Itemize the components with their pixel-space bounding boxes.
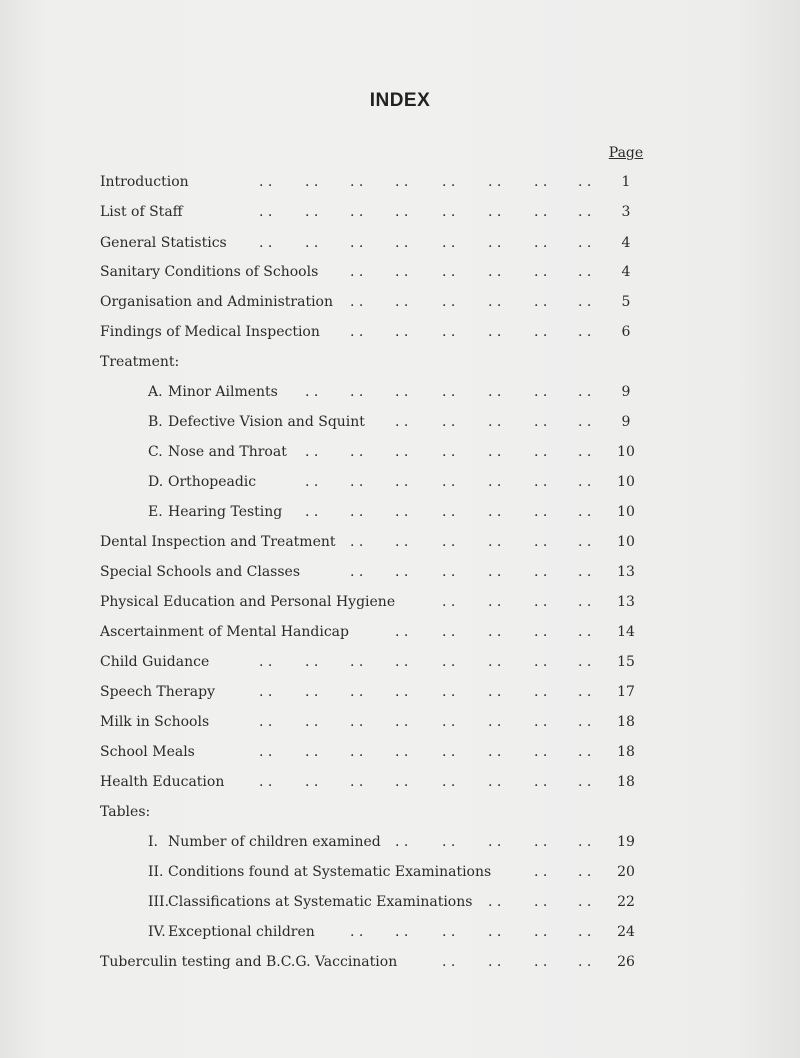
leader-dots: . . xyxy=(488,384,502,400)
leader-dots: . . xyxy=(534,504,548,520)
toc-entry xyxy=(0,352,800,372)
toc-entry-label xyxy=(100,682,215,702)
leader-dots: . . xyxy=(395,204,409,220)
leader-dots: . . xyxy=(350,924,364,940)
leader-dots: . . xyxy=(578,444,592,460)
leader-dots: . . xyxy=(488,235,502,251)
leader-dots: . . xyxy=(305,444,319,460)
leader-dots: . . xyxy=(534,174,548,190)
toc-entry-text: List of Staff xyxy=(100,204,183,220)
toc-entry-prefix: III. xyxy=(148,894,170,910)
leader-dots: . . xyxy=(534,834,548,850)
leader-dots: . . xyxy=(350,384,364,400)
leader-dots: . . xyxy=(488,534,502,550)
toc-entry-label xyxy=(148,862,491,882)
leader-dots: . . xyxy=(578,534,592,550)
toc-entry-page-number: 18 xyxy=(617,774,635,790)
leader-dots: . . xyxy=(534,594,548,610)
toc-entry xyxy=(0,233,800,253)
leader-dots: . . xyxy=(488,684,502,700)
leader-dots: . . xyxy=(534,624,548,640)
toc-entry xyxy=(0,682,800,702)
toc-entry-text: Classifications at Systematic Examinations xyxy=(168,894,473,910)
leader-dots: . . xyxy=(488,264,502,280)
leader-dots: . . xyxy=(350,324,364,340)
toc-entry-text: Ascertainment of Mental Handicap xyxy=(100,624,349,640)
leader-dots: . . xyxy=(350,444,364,460)
leader-dots: . . xyxy=(442,504,456,520)
leader-dots: . . xyxy=(350,264,364,280)
toc-entry-page-number: 24 xyxy=(617,924,635,940)
toc-entry-page-number: 18 xyxy=(617,744,635,760)
toc-entry-label xyxy=(100,352,179,372)
leader-dots: . . xyxy=(488,594,502,610)
toc-entry xyxy=(0,262,800,282)
leader-dots: . . xyxy=(395,294,409,310)
leader-dots: . . xyxy=(534,714,548,730)
toc-entry-page-number: 1 xyxy=(621,174,631,190)
toc-entry xyxy=(0,592,800,612)
toc-entry-page-number: 14 xyxy=(617,624,635,640)
leader-dots: . . xyxy=(305,235,319,251)
toc-entry xyxy=(0,292,800,312)
leader-dots: . . xyxy=(350,774,364,790)
toc-entry-text: Introduction xyxy=(100,174,189,190)
toc-entry-label xyxy=(100,562,300,582)
toc-entry-label xyxy=(148,382,278,402)
leader-dots: . . xyxy=(534,954,548,970)
toc-entry-page-number: 5 xyxy=(621,294,631,310)
leader-dots: . . xyxy=(578,834,592,850)
toc-entry-page-number: 26 xyxy=(617,954,635,970)
toc-entry xyxy=(0,472,800,492)
leader-dots: . . xyxy=(488,174,502,190)
toc-entry-page-number: 18 xyxy=(617,714,635,730)
leader-dots: . . xyxy=(350,744,364,760)
toc-entry xyxy=(0,442,800,462)
leader-dots: . . xyxy=(578,684,592,700)
leader-dots: . . xyxy=(395,684,409,700)
leader-dots: . . xyxy=(442,204,456,220)
leader-dots: . . xyxy=(488,624,502,640)
leader-dots: . . xyxy=(395,414,409,430)
toc-entry-page-number: 6 xyxy=(621,324,631,340)
leader-dots: . . xyxy=(395,384,409,400)
leader-dots: . . xyxy=(488,954,502,970)
toc-entry-label xyxy=(100,322,320,342)
toc-entry-label xyxy=(148,922,315,942)
toc-entry xyxy=(0,172,800,192)
leader-dots: . . xyxy=(395,444,409,460)
leader-dots: . . xyxy=(442,444,456,460)
leader-dots: . . xyxy=(534,744,548,760)
leader-dots: . . xyxy=(305,174,319,190)
leader-dots: . . xyxy=(534,864,548,880)
toc-entry xyxy=(0,562,800,582)
leader-dots: . . xyxy=(534,684,548,700)
leader-dots: . . xyxy=(578,564,592,580)
toc-entry-text: Conditions found at Systematic Examinations xyxy=(168,864,492,880)
leader-dots: . . xyxy=(442,684,456,700)
leader-dots: . . xyxy=(488,504,502,520)
toc-entry xyxy=(0,892,800,912)
leader-dots: . . xyxy=(578,864,592,880)
leader-dots: . . xyxy=(350,474,364,490)
toc-entry xyxy=(0,412,800,432)
leader-dots: . . xyxy=(395,324,409,340)
leader-dots: . . xyxy=(350,684,364,700)
leader-dots: . . xyxy=(534,324,548,340)
leader-dots: . . xyxy=(578,204,592,220)
leader-dots: . . xyxy=(442,174,456,190)
leader-dots: . . xyxy=(534,294,548,310)
leader-dots: . . xyxy=(259,744,273,760)
toc-entry-label xyxy=(148,472,256,492)
leader-dots: . . xyxy=(395,924,409,940)
leader-dots: . . xyxy=(305,744,319,760)
leader-dots: . . xyxy=(578,654,592,670)
leader-dots: . . xyxy=(350,654,364,670)
leader-dots: . . xyxy=(395,624,409,640)
leader-dots: . . xyxy=(488,894,502,910)
toc-entry-text: Special Schools and Classes xyxy=(100,564,300,580)
toc-entry-text: Number of children examined xyxy=(168,834,381,850)
leader-dots: . . xyxy=(488,564,502,580)
toc-entry xyxy=(0,772,800,792)
leader-dots: . . xyxy=(442,774,456,790)
toc-entry-text: General Statistics xyxy=(100,235,227,251)
leader-dots: . . xyxy=(395,564,409,580)
leader-dots: . . xyxy=(442,534,456,550)
leader-dots: . . xyxy=(578,744,592,760)
leader-dots: . . xyxy=(488,834,502,850)
leader-dots: . . xyxy=(578,384,592,400)
leader-dots: . . xyxy=(259,654,273,670)
leader-dots: . . xyxy=(442,954,456,970)
toc-entry-label xyxy=(100,772,224,792)
leader-dots: . . xyxy=(442,834,456,850)
toc-entry-text: Tables: xyxy=(100,804,151,820)
leader-dots: . . xyxy=(305,714,319,730)
toc-entry-text: Health Education xyxy=(100,774,225,790)
leader-dots: . . xyxy=(534,534,548,550)
leader-dots: . . xyxy=(442,594,456,610)
leader-dots: . . xyxy=(488,294,502,310)
leader-dots: . . xyxy=(578,894,592,910)
toc-entry-label xyxy=(148,442,287,462)
toc-entry-page-number: 10 xyxy=(617,534,635,550)
leader-dots: . . xyxy=(488,654,502,670)
leader-dots: . . xyxy=(395,174,409,190)
leader-dots: . . xyxy=(534,924,548,940)
leader-dots: . . xyxy=(578,324,592,340)
toc-entry-text: Treatment: xyxy=(100,354,180,370)
leader-dots: . . xyxy=(442,294,456,310)
toc-entry-text: Findings of Medical Inspection xyxy=(100,324,320,340)
leader-dots: . . xyxy=(488,924,502,940)
toc-entry-label xyxy=(100,292,333,312)
toc-entry-text: Sanitary Conditions of Schools xyxy=(100,264,319,280)
toc-entry-prefix: II. xyxy=(148,864,164,880)
leader-dots: . . xyxy=(442,414,456,430)
toc-entry-page-number: 9 xyxy=(621,384,631,400)
toc-entry-prefix: IV. xyxy=(148,924,166,940)
toc-entry-text: Defective Vision and Squint xyxy=(168,414,365,430)
leader-dots: . . xyxy=(395,474,409,490)
toc-entry-page-number: 3 xyxy=(621,204,631,220)
leader-dots: . . xyxy=(534,235,548,251)
leader-dots: . . xyxy=(534,444,548,460)
toc-entry-prefix: E. xyxy=(148,504,163,520)
toc-entry-page-number: 4 xyxy=(621,235,631,251)
leader-dots: . . xyxy=(534,414,548,430)
toc-entry-page-number: 9 xyxy=(621,414,631,430)
leader-dots: . . xyxy=(578,235,592,251)
leader-dots: . . xyxy=(395,744,409,760)
leader-dots: . . xyxy=(442,564,456,580)
toc-entry xyxy=(0,652,800,672)
toc-entry-text: Milk in Schools xyxy=(100,714,210,730)
toc-entry xyxy=(0,502,800,522)
leader-dots: . . xyxy=(488,774,502,790)
toc-entry-prefix: I. xyxy=(148,834,158,850)
leader-dots: . . xyxy=(534,474,548,490)
leader-dots: . . xyxy=(442,474,456,490)
leader-dots: . . xyxy=(534,564,548,580)
leader-dots: . . xyxy=(395,654,409,670)
toc-entry xyxy=(0,712,800,732)
toc-entry-label xyxy=(100,592,395,612)
leader-dots: . . xyxy=(578,624,592,640)
leader-dots: . . xyxy=(395,714,409,730)
toc-entry-text: Minor Ailments xyxy=(168,384,278,400)
leader-dots: . . xyxy=(534,264,548,280)
leader-dots: . . xyxy=(395,774,409,790)
toc-entry-label xyxy=(100,532,336,552)
leader-dots: . . xyxy=(305,774,319,790)
leader-dots: . . xyxy=(578,474,592,490)
toc-entry-label xyxy=(100,202,183,222)
leader-dots: . . xyxy=(534,654,548,670)
toc-entry xyxy=(0,832,800,852)
leader-dots: . . xyxy=(578,924,592,940)
toc-entry-page-number: 15 xyxy=(617,654,635,670)
toc-entry-text: Organisation and Administration xyxy=(100,294,333,310)
leader-dots: . . xyxy=(350,504,364,520)
toc-entry-page-number: 13 xyxy=(617,594,635,610)
leader-dots: . . xyxy=(350,294,364,310)
toc-entry xyxy=(0,952,800,972)
leader-dots: . . xyxy=(395,504,409,520)
leader-dots: . . xyxy=(442,924,456,940)
leader-dots: . . xyxy=(488,744,502,760)
toc-entry-page-number: 17 xyxy=(617,684,635,700)
toc-entry-prefix: C. xyxy=(148,444,163,460)
leader-dots: . . xyxy=(350,534,364,550)
toc-entry-label xyxy=(100,233,227,253)
toc-entry-label xyxy=(100,712,209,732)
toc-entry-label xyxy=(148,412,365,432)
leader-dots: . . xyxy=(442,714,456,730)
leader-dots: . . xyxy=(488,414,502,430)
leader-dots: . . xyxy=(578,774,592,790)
leader-dots: . . xyxy=(305,384,319,400)
leader-dots: . . xyxy=(259,774,273,790)
toc-entry-text: Child Guidance xyxy=(100,654,210,670)
leader-dots: . . xyxy=(442,235,456,251)
leader-dots: . . xyxy=(442,324,456,340)
leader-dots: . . xyxy=(534,894,548,910)
toc-entry-page-number: 10 xyxy=(617,504,635,520)
toc-entry-text: Dental Inspection and Treatment xyxy=(100,534,336,550)
leader-dots: . . xyxy=(534,204,548,220)
leader-dots: . . xyxy=(488,204,502,220)
toc-entry-page-number: 4 xyxy=(621,264,631,280)
leader-dots: . . xyxy=(259,714,273,730)
leader-dots: . . xyxy=(305,474,319,490)
leader-dots: . . xyxy=(395,834,409,850)
leader-dots: . . xyxy=(578,504,592,520)
toc-entry-text: Exceptional children xyxy=(168,924,315,940)
leader-dots: . . xyxy=(305,204,319,220)
toc-entry-page-number: 10 xyxy=(617,444,635,460)
toc-entry-label xyxy=(148,832,381,852)
leader-dots: . . xyxy=(259,174,273,190)
leader-dots: . . xyxy=(578,294,592,310)
leader-dots: . . xyxy=(395,264,409,280)
toc-entry-text: Speech Therapy xyxy=(100,684,215,700)
toc-entry-label xyxy=(100,952,397,972)
toc-entry-label xyxy=(100,802,150,822)
page-column-header: Page xyxy=(608,145,644,161)
toc-entry xyxy=(0,922,800,942)
leader-dots: . . xyxy=(488,474,502,490)
index-title: INDEX xyxy=(369,90,431,111)
toc-entry xyxy=(0,382,800,402)
leader-dots: . . xyxy=(442,264,456,280)
leader-dots: . . xyxy=(350,204,364,220)
leader-dots: . . xyxy=(442,384,456,400)
leader-dots: . . xyxy=(259,204,273,220)
leader-dots: . . xyxy=(488,714,502,730)
leader-dots: . . xyxy=(395,235,409,251)
leader-dots: . . xyxy=(534,774,548,790)
toc-entry xyxy=(0,322,800,342)
leader-dots: . . xyxy=(578,414,592,430)
toc-entry-label xyxy=(148,892,472,912)
leader-dots: . . xyxy=(578,594,592,610)
leader-dots: . . xyxy=(350,235,364,251)
toc-entry-text: Hearing Testing xyxy=(168,504,283,520)
leader-dots: . . xyxy=(395,534,409,550)
toc-entry-label xyxy=(100,742,195,762)
leader-dots: . . xyxy=(442,624,456,640)
toc-entry-page-number: 19 xyxy=(617,834,635,850)
leader-dots: . . xyxy=(578,954,592,970)
toc-entry xyxy=(0,802,800,822)
leader-dots: . . xyxy=(350,564,364,580)
toc-entry-label xyxy=(100,652,209,672)
toc-entry-text: Orthopeadic xyxy=(168,474,257,490)
toc-entry-page-number: 13 xyxy=(617,564,635,580)
leader-dots: . . xyxy=(442,744,456,760)
leader-dots: . . xyxy=(350,174,364,190)
leader-dots: . . xyxy=(305,654,319,670)
toc-entry-page-number: 22 xyxy=(617,894,635,910)
leader-dots: . . xyxy=(259,235,273,251)
toc-entry-page-number: 20 xyxy=(617,864,635,880)
toc-entry-text: Tuberculin testing and B.C.G. Vaccination xyxy=(100,954,398,970)
toc-entry xyxy=(0,202,800,222)
toc-entry-label xyxy=(100,622,349,642)
leader-dots: . . xyxy=(578,174,592,190)
leader-dots: . . xyxy=(305,504,319,520)
leader-dots: . . xyxy=(578,714,592,730)
toc-entry-label xyxy=(148,502,282,522)
toc-entry-prefix: A. xyxy=(148,384,163,400)
leader-dots: . . xyxy=(350,714,364,730)
leader-dots: . . xyxy=(305,684,319,700)
toc-entry xyxy=(0,742,800,762)
leader-dots: . . xyxy=(488,444,502,460)
leader-dots: . . xyxy=(534,384,548,400)
leader-dots: . . xyxy=(442,654,456,670)
leader-dots: . . xyxy=(259,684,273,700)
toc-entry-page-number: 10 xyxy=(617,474,635,490)
toc-entry-prefix: B. xyxy=(148,414,163,430)
toc-entry-text: Nose and Throat xyxy=(168,444,287,460)
leader-dots: . . xyxy=(488,324,502,340)
toc-entry-prefix: D. xyxy=(148,474,164,490)
toc-entry-text: Physical Education and Personal Hygiene xyxy=(100,594,396,610)
leader-dots: . . xyxy=(578,264,592,280)
toc-entry-text: School Meals xyxy=(100,744,195,760)
toc-entry xyxy=(0,532,800,552)
toc-entry-label xyxy=(100,172,189,192)
toc-entry xyxy=(0,862,800,882)
toc-entry xyxy=(0,622,800,642)
toc-entry-label xyxy=(100,262,318,282)
